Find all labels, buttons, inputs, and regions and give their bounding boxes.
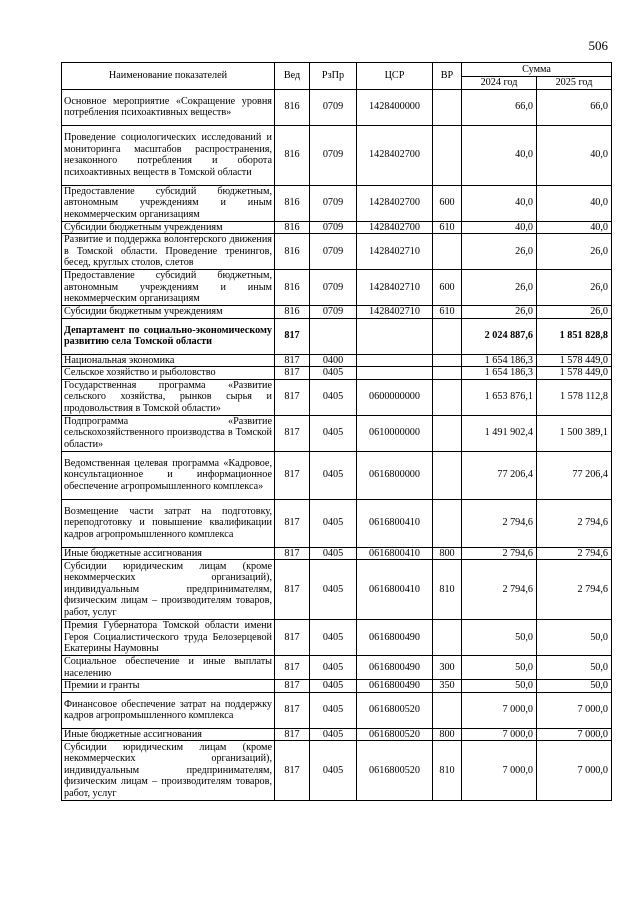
row-name: Субсидии бюджетным учреждениям (62, 221, 275, 234)
row-rzpr: 0709 (310, 125, 357, 185)
row-csr (357, 354, 433, 367)
table-row (62, 680, 612, 693)
row-rzpr: 0405 (310, 620, 357, 656)
row-vr (433, 692, 462, 728)
table-row (62, 221, 612, 234)
row-csr: 1428402700 (357, 125, 433, 185)
row-value-2025: 1 578 449,0 (537, 354, 612, 367)
row-value-2024: 40,0 (462, 185, 537, 221)
row-value-2024: 2 794,6 (462, 547, 537, 560)
row-value-2025: 40,0 (537, 185, 612, 221)
row-value-2025: 50,0 (537, 620, 612, 656)
row-value-2025: 77 206,4 (537, 451, 612, 499)
row-csr: 0616800410 (357, 499, 433, 547)
row-vr (433, 318, 462, 354)
row-vr (433, 234, 462, 270)
row-vr: 800 (433, 728, 462, 741)
row-ved: 816 (275, 185, 310, 221)
row-name: Социальное обеспечение и иные выплаты населению (62, 656, 275, 680)
row-csr: 0616800490 (357, 656, 433, 680)
header-name: Наименование показателей (62, 63, 275, 90)
row-name: Субсидии юридическим лицам (кроме некоммерческих организаций), индивидуальным предпринимателям, физическим лицам – производителям товаров, работ, услуг (62, 560, 275, 620)
header-2024: 2024 год (462, 77, 537, 90)
table-row (62, 125, 612, 185)
table-row (62, 185, 612, 221)
row-csr: 0616800490 (357, 620, 433, 656)
table-row (62, 354, 612, 367)
table-row (62, 270, 612, 306)
row-ved: 817 (275, 499, 310, 547)
row-rzpr: 0405 (310, 680, 357, 693)
row-value-2024: 26,0 (462, 306, 537, 319)
row-name: Премии и гранты (62, 680, 275, 693)
row-csr: 0616800520 (357, 741, 433, 801)
row-value-2025: 1 500 389,1 (537, 415, 612, 451)
table-row (62, 415, 612, 451)
row-value-2024: 66,0 (462, 89, 537, 125)
row-value-2025: 2 794,6 (537, 547, 612, 560)
row-value-2025: 40,0 (537, 125, 612, 185)
row-csr: 1428400000 (357, 89, 433, 125)
row-ved: 816 (275, 270, 310, 306)
row-value-2025: 26,0 (537, 234, 612, 270)
row-ved: 817 (275, 560, 310, 620)
row-rzpr: 0405 (310, 451, 357, 499)
row-value-2024: 50,0 (462, 620, 537, 656)
row-rzpr (310, 318, 357, 354)
table-row (62, 451, 612, 499)
budget-table (61, 62, 612, 801)
table-row (62, 306, 612, 319)
row-name: Финансовое обеспечение затрат на поддержку кадров агропромышленного комплекса (62, 692, 275, 728)
row-rzpr: 0400 (310, 354, 357, 367)
row-value-2025: 50,0 (537, 656, 612, 680)
row-name: Субсидии бюджетным учреждениям (62, 306, 275, 319)
row-value-2025: 66,0 (537, 89, 612, 125)
row-name: Основное мероприятие «Сокращение уровня потребления психоактивных веществ» (62, 89, 275, 125)
row-value-2025: 26,0 (537, 270, 612, 306)
row-value-2025: 7 000,0 (537, 728, 612, 741)
row-rzpr: 0709 (310, 234, 357, 270)
row-ved: 816 (275, 306, 310, 319)
row-ved: 817 (275, 680, 310, 693)
table-row (62, 318, 612, 354)
row-name: Субсидии юридическим лицам (кроме некоммерческих организаций), индивидуальным предпринимателям, физическим лицам – производителям товаров, работ, услуг (62, 741, 275, 801)
row-value-2024: 26,0 (462, 270, 537, 306)
row-rzpr: 0709 (310, 89, 357, 125)
row-rzpr: 0405 (310, 367, 357, 380)
row-value-2024: 40,0 (462, 221, 537, 234)
row-rzpr: 0405 (310, 560, 357, 620)
row-rzpr: 0405 (310, 499, 357, 547)
table-row (62, 741, 612, 801)
table-row (62, 728, 612, 741)
table-row (62, 367, 612, 380)
row-name: Иные бюджетные ассигнования (62, 728, 275, 741)
row-value-2024: 7 000,0 (462, 728, 537, 741)
row-name: Премия Губернатора Томской области имени Героя Социалистического труда Белозерцевой Екатерины Наумовны (62, 620, 275, 656)
row-rzpr: 0405 (310, 547, 357, 560)
row-value-2025: 7 000,0 (537, 692, 612, 728)
row-vr (433, 125, 462, 185)
row-value-2025: 40,0 (537, 221, 612, 234)
row-ved: 817 (275, 451, 310, 499)
row-vr (433, 379, 462, 415)
row-value-2025: 1 578 449,0 (537, 367, 612, 380)
row-value-2024: 2 024 887,6 (462, 318, 537, 354)
row-vr (433, 499, 462, 547)
row-value-2025: 1 851 828,8 (537, 318, 612, 354)
row-csr: 0616800000 (357, 451, 433, 499)
header-vr: ВР (433, 63, 462, 90)
row-name: Возмещение части затрат на подготовку, переподготовку и повышение квалификации кадров агропромышленного комплекса (62, 499, 275, 547)
row-ved: 817 (275, 692, 310, 728)
row-ved: 817 (275, 318, 310, 354)
row-name: Проведение социологических исследований и мониторинга масштабов распространения, незаконного потребления и оборота психоактивных веществ в Томской области (62, 125, 275, 185)
row-ved: 816 (275, 89, 310, 125)
row-name: Иные бюджетные ассигнования (62, 547, 275, 560)
row-value-2025: 2 794,6 (537, 560, 612, 620)
row-vr: 610 (433, 221, 462, 234)
row-value-2025: 7 000,0 (537, 741, 612, 801)
row-ved: 817 (275, 415, 310, 451)
row-name: Департамент по социально-экономическому развитию села Томской области (62, 318, 275, 354)
row-vr (433, 451, 462, 499)
row-name: Развитие и поддержка волонтерского движения в Томской области. Проведение тренингов, бесед, круглых столов, слетов (62, 234, 275, 270)
row-value-2024: 77 206,4 (462, 451, 537, 499)
row-name: Государственная программа «Развитие сельского хозяйства, рынков сырья и продовольствия в Томской области» (62, 379, 275, 415)
row-ved: 817 (275, 379, 310, 415)
row-vr: 800 (433, 547, 462, 560)
row-csr: 0600000000 (357, 379, 433, 415)
table-row (62, 234, 612, 270)
row-csr (357, 318, 433, 354)
row-name: Сельское хозяйство и рыболовство (62, 367, 275, 380)
row-vr (433, 620, 462, 656)
row-rzpr: 0405 (310, 379, 357, 415)
row-vr (433, 354, 462, 367)
row-value-2024: 26,0 (462, 234, 537, 270)
row-rzpr: 0405 (310, 728, 357, 741)
row-value-2024: 1 491 902,4 (462, 415, 537, 451)
row-vr (433, 89, 462, 125)
row-vr: 300 (433, 656, 462, 680)
header-csr: ЦСР (357, 63, 433, 90)
row-csr: 0616800520 (357, 692, 433, 728)
row-csr: 1428402710 (357, 270, 433, 306)
table-row (62, 499, 612, 547)
row-rzpr: 0709 (310, 221, 357, 234)
row-vr: 600 (433, 270, 462, 306)
row-csr: 0610000000 (357, 415, 433, 451)
row-value-2024: 2 794,6 (462, 560, 537, 620)
row-ved: 817 (275, 547, 310, 560)
row-csr (357, 367, 433, 380)
row-ved: 817 (275, 741, 310, 801)
row-name: Национальная экономика (62, 354, 275, 367)
row-value-2024: 50,0 (462, 680, 537, 693)
row-value-2025: 26,0 (537, 306, 612, 319)
row-csr: 1428402700 (357, 185, 433, 221)
header-ved: Вед (275, 63, 310, 90)
row-ved: 816 (275, 234, 310, 270)
row-value-2024: 7 000,0 (462, 741, 537, 801)
row-vr: 610 (433, 306, 462, 319)
row-rzpr: 0709 (310, 185, 357, 221)
row-csr: 0616800520 (357, 728, 433, 741)
row-vr: 600 (433, 185, 462, 221)
header-2025: 2025 год (537, 77, 612, 90)
row-vr: 810 (433, 560, 462, 620)
row-value-2024: 7 000,0 (462, 692, 537, 728)
table-body (62, 89, 612, 801)
row-rzpr: 0405 (310, 415, 357, 451)
row-rzpr: 0405 (310, 692, 357, 728)
row-value-2025: 2 794,6 (537, 499, 612, 547)
row-csr: 1428402710 (357, 306, 433, 319)
row-value-2024: 40,0 (462, 125, 537, 185)
table-row (62, 560, 612, 620)
row-value-2024: 50,0 (462, 656, 537, 680)
row-ved: 817 (275, 367, 310, 380)
row-csr: 1428402700 (357, 221, 433, 234)
row-csr: 0616800490 (357, 680, 433, 693)
row-csr: 1428402710 (357, 234, 433, 270)
row-vr (433, 367, 462, 380)
row-value-2024: 1 654 186,3 (462, 367, 537, 380)
table-row (62, 379, 612, 415)
table-row (62, 620, 612, 656)
row-rzpr: 0405 (310, 741, 357, 801)
row-csr: 0616800410 (357, 560, 433, 620)
row-value-2024: 1 653 876,1 (462, 379, 537, 415)
row-name: Предоставление субсидий бюджетным, автономным учреждениям и иным некоммерческим организациям (62, 185, 275, 221)
row-rzpr: 0709 (310, 270, 357, 306)
header-sum: Сумма (462, 63, 612, 77)
row-value-2025: 1 578 112,8 (537, 379, 612, 415)
row-csr: 0616800410 (357, 547, 433, 560)
row-vr (433, 415, 462, 451)
row-ved: 817 (275, 354, 310, 367)
row-name: Подпрограмма «Развитие сельскохозяйственного производства в Томской области» (62, 415, 275, 451)
row-name: Предоставление субсидий бюджетным, автономным учреждениям и иным некоммерческим организациям (62, 270, 275, 306)
row-ved: 817 (275, 656, 310, 680)
row-vr: 350 (433, 680, 462, 693)
header-rzpr: РзПр (310, 63, 357, 90)
row-rzpr: 0709 (310, 306, 357, 319)
row-rzpr: 0405 (310, 656, 357, 680)
page-number: 506 (588, 38, 608, 53)
row-ved: 817 (275, 728, 310, 741)
row-ved: 817 (275, 620, 310, 656)
row-name: Ведомственная целевая программа «Кадровое, консультационное и информационное обеспечение агропромышленного комплекса» (62, 451, 275, 499)
row-ved: 816 (275, 125, 310, 185)
table-row (62, 547, 612, 560)
row-value-2024: 1 654 186,3 (462, 354, 537, 367)
row-ved: 816 (275, 221, 310, 234)
table-row (62, 656, 612, 680)
table-row (62, 692, 612, 728)
row-value-2025: 50,0 (537, 680, 612, 693)
row-value-2024: 2 794,6 (462, 499, 537, 547)
row-vr: 810 (433, 741, 462, 801)
table-row (62, 89, 612, 125)
